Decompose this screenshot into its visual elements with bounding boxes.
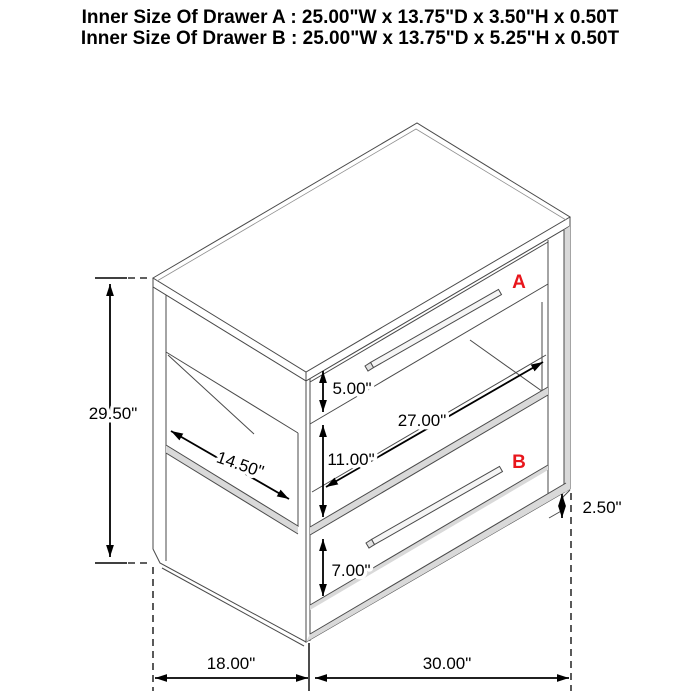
- dim-text-overall-height: 29.50": [88, 404, 138, 423]
- dim-text-overall-depth: 18.00": [206, 654, 256, 673]
- drawer-a-label: A: [512, 272, 526, 293]
- dim-overall-height: [89, 278, 151, 563]
- drawer-b-size-text: Inner Size Of Drawer B : 25.00"W x 13.75"D x 5.25"H x 0.50T: [80, 28, 620, 49]
- drawer-b-label: B: [512, 452, 526, 473]
- dim-text-shelf-height: 11.00": [327, 450, 375, 469]
- dim-text-overall-width: 30.00": [422, 654, 472, 673]
- drawer-a-size-text: Inner Size Of Drawer A : 25.00"W x 13.75"D x 3.50"H x 0.50T: [81, 7, 619, 28]
- dim-text-drawer-a-height: 5.00": [332, 379, 372, 398]
- dim-text-base-height: 2.50": [582, 498, 622, 517]
- right-edge-band: [564, 226, 570, 493]
- dim-text-shelf-depth: 14.50": [214, 447, 267, 482]
- dim-text-drawer-b-height: 7.00": [331, 561, 371, 580]
- dim-text-shelf-width: 27.00": [397, 411, 447, 430]
